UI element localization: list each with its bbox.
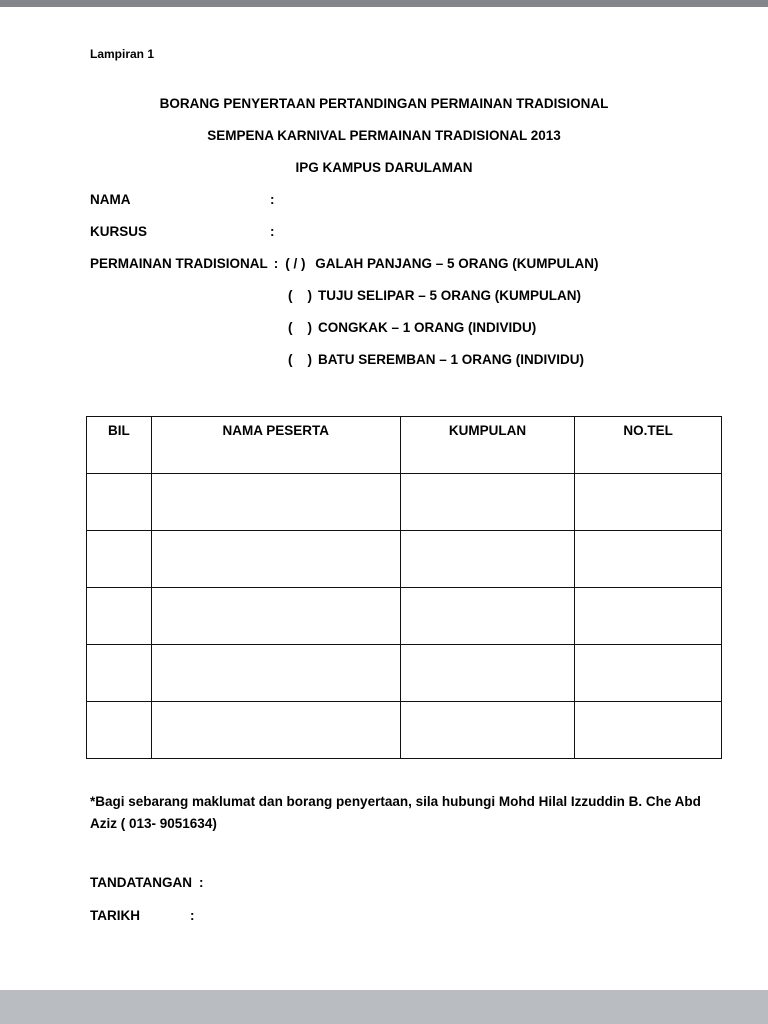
table-cell-empty [575,645,722,702]
field-tarikh [90,908,768,924]
form-subtitle: SEMPENA KARNIVAL PERMAINAN TRADISIONAL 2013 [207,128,561,143]
table-header-notel: NO.TEL [575,417,722,474]
field-kursus-label: KURSUS [90,224,148,239]
checkbox-mark-galah-panjang: ( / ) [285,256,306,271]
permainan-option-batu-seremban [288,352,768,368]
table-header-bil: BIL [87,417,152,474]
field-kursus [90,224,768,240]
field-tarikh-label: TARIKH [90,908,140,923]
table-row [87,531,722,588]
permainan-option-congkak [288,320,768,336]
table-cell-empty [575,702,722,759]
field-permainan-colon: : [273,256,279,271]
table-cell-empty [151,531,400,588]
field-tandatangan [90,875,768,891]
checkbox-mark-batu-seremban: ( ) [288,352,312,367]
table-cell-empty [151,474,400,531]
table-cell-empty [400,702,575,759]
table-cell-empty [400,645,575,702]
table-cell-empty [151,588,400,645]
table-cell-empty [87,702,152,759]
field-permainan [90,256,768,272]
checkbox-mark-congkak: ( ) [288,320,312,335]
table-cell-empty [575,531,722,588]
field-nama-colon: : [270,192,275,207]
field-nama [90,192,768,208]
permainan-option-tuju-selipar [288,288,768,304]
option-label-batu-seremban: BATU SEREMBAN – 1 ORANG (INDIVIDU) [318,352,585,367]
field-tandatangan-colon: : [198,875,204,890]
contact-footnote: *Bagi sebarang maklumat dan borang penyertaan, sila hubungi Mohd Hilal Izzuddin B. Che Abd Aziz ( 013- 9051634) [90,794,701,831]
field-tarikh-colon: : [190,908,195,923]
participants-table [86,416,722,759]
option-label-galah-panjang: GALAH PANJANG – 5 ORANG (KUMPULAN) [315,256,599,271]
option-label-tuju-selipar: TUJU SELIPAR – 5 ORANG (KUMPULAN) [318,288,582,303]
table-cell-empty [400,531,575,588]
field-tandatangan-label: TANDATANGAN [90,875,192,890]
table-header-nama-peserta: NAMA PESERTA [151,417,400,474]
table-cell-empty [400,474,575,531]
table-cell-empty [400,588,575,645]
table-header-kumpulan: KUMPULAN [400,417,575,474]
table-cell-empty [575,588,722,645]
option-label-congkak: CONGKAK – 1 ORANG (INDIVIDU) [318,320,537,335]
table-row [87,588,722,645]
table-row [87,645,722,702]
table-header-row [87,417,722,474]
checkbox-mark-tuju-selipar: ( ) [288,288,312,303]
table-cell-empty [87,588,152,645]
table-row [87,702,722,759]
document-page [0,7,768,990]
table-body [87,474,722,759]
field-nama-label: NAMA [90,192,131,207]
table-cell-empty [87,531,152,588]
top-border [0,0,768,7]
table-cell-empty [87,474,152,531]
annex-label: Lampiran 1 [90,47,155,61]
field-permainan-label: PERMAINAN TRADISIONAL [90,256,268,271]
table-cell-empty [575,474,722,531]
title-block [0,96,768,176]
table-row [87,474,722,531]
institution-name: IPG KAMPUS DARULAMAN [295,160,473,175]
table-cell-empty [151,645,400,702]
field-kursus-colon: : [270,224,275,239]
table-cell-empty [87,645,152,702]
table-cell-empty [151,702,400,759]
form-title: BORANG PENYERTAAN PERTANDINGAN PERMAINAN TRADISIONAL [159,96,609,111]
